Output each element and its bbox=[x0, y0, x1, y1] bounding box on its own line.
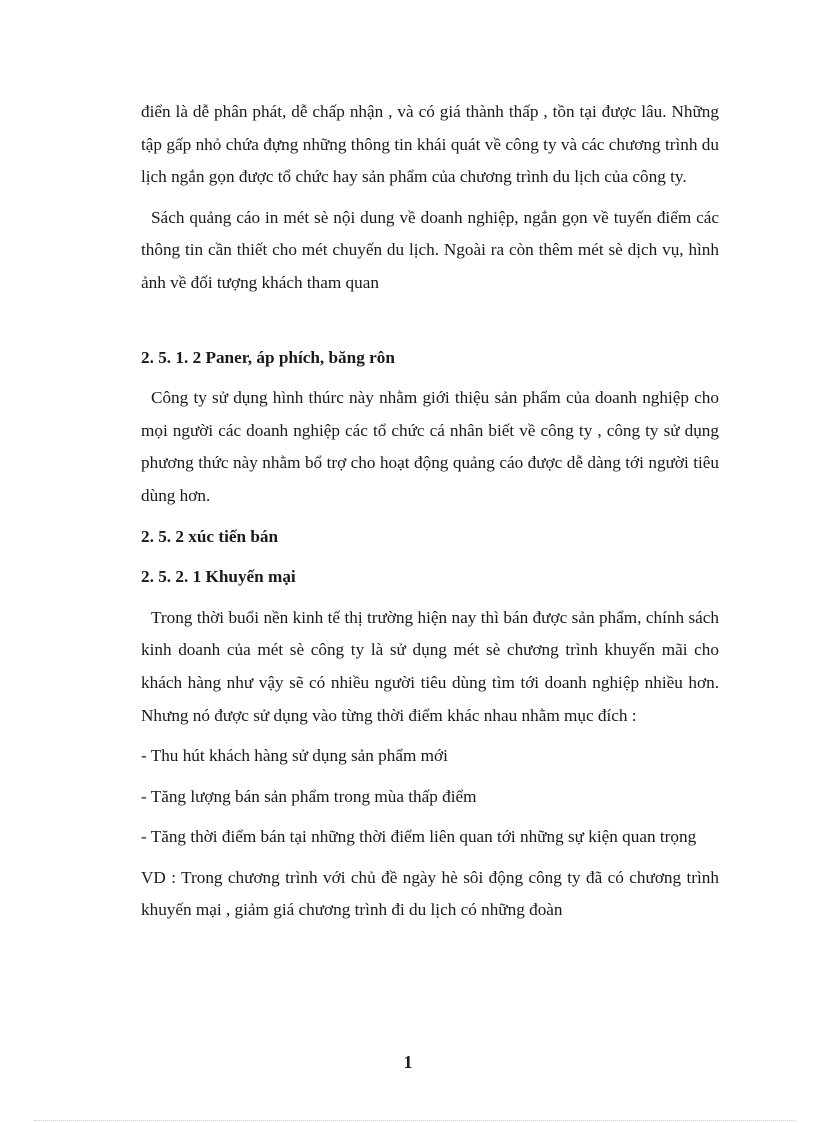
heading-paner-poster-banner: 2. 5. 1. 2 Paner, áp phích, băng rôn bbox=[141, 347, 395, 367]
page-content bbox=[141, 96, 719, 927]
page-bottom-divider bbox=[34, 1120, 796, 1121]
list-item-new-product: - Thu hút khách hàng sử dụng sản phẩm mới bbox=[141, 746, 448, 766]
paragraph-banner-usage: Công ty sử dụng hình thúrc này nhằm giới thiệu sản phẩm của doanh nghiệp cho mọi người các doanh nghiệp các tổ chức cá nhân biết về công ty , công ty sử dụng phương thức này nhằm bổ trợ cho hoạt động quảng cáo được dễ dàng tới người tiêu dùng hơn. bbox=[141, 388, 719, 505]
heading-sales-promotion: 2. 5. 2 xúc tiến bán bbox=[141, 526, 279, 546]
paragraph-promotion-strategy: Trong thời buổi nền kinh tế thị trường hiện nay thì bán được sản phẩm, chính sách kinh doanh của mét sè công ty là sử dụng mét sè chương trình khuyến mãi cho khách hàng như vậy sẽ có nhiều người tiêu dùng tìm tới doanh nghiệp nhiều hơn. Nhưng nó được sử dụng vào từng thời điểm khác nhau nhằm mục đích : bbox=[141, 607, 719, 725]
heading-promotions: 2. 5. 2. 1 Khuyến mại bbox=[141, 567, 296, 587]
paragraph-advertising-book: Sách quảng cáo in mét sè nội dung về doanh nghiệp, ngắn gọn về tuyến điểm các thông tin cần thiết cho mét chuyến du lịch. Ngoài ra còn thêm mét sè dịch vụ, hình ảnh về đối tượng khách tham quan bbox=[141, 207, 719, 292]
list-item-events: - Tăng thời điểm bán tại những thời điểm liên quan tới những sự kiện quan trọng bbox=[141, 827, 697, 847]
paragraph-example: VD : Trong chương trình với chủ đề ngày hè sôi động công ty đã có chương trình khuyến mại , giảm giá chương trình đi du lịch có những đoàn bbox=[141, 867, 719, 920]
page-number: 1 bbox=[403, 1052, 413, 1072]
list-item-off-season: - Tăng lượng bán sản phẩm trong mùa thấp điểm bbox=[141, 786, 477, 806]
paragraph-brochure-benefits: điển là dễ phân phát, dễ chấp nhận , và có giá thành thấp , tồn tại được lâu. Những tập gấp nhỏ chứa đựng những thông tin khái quát về công ty và các chương trình du lịch ngắn gọn được tổ chức hay sản phẩm của chương trình du lịch của công ty. bbox=[141, 102, 719, 187]
